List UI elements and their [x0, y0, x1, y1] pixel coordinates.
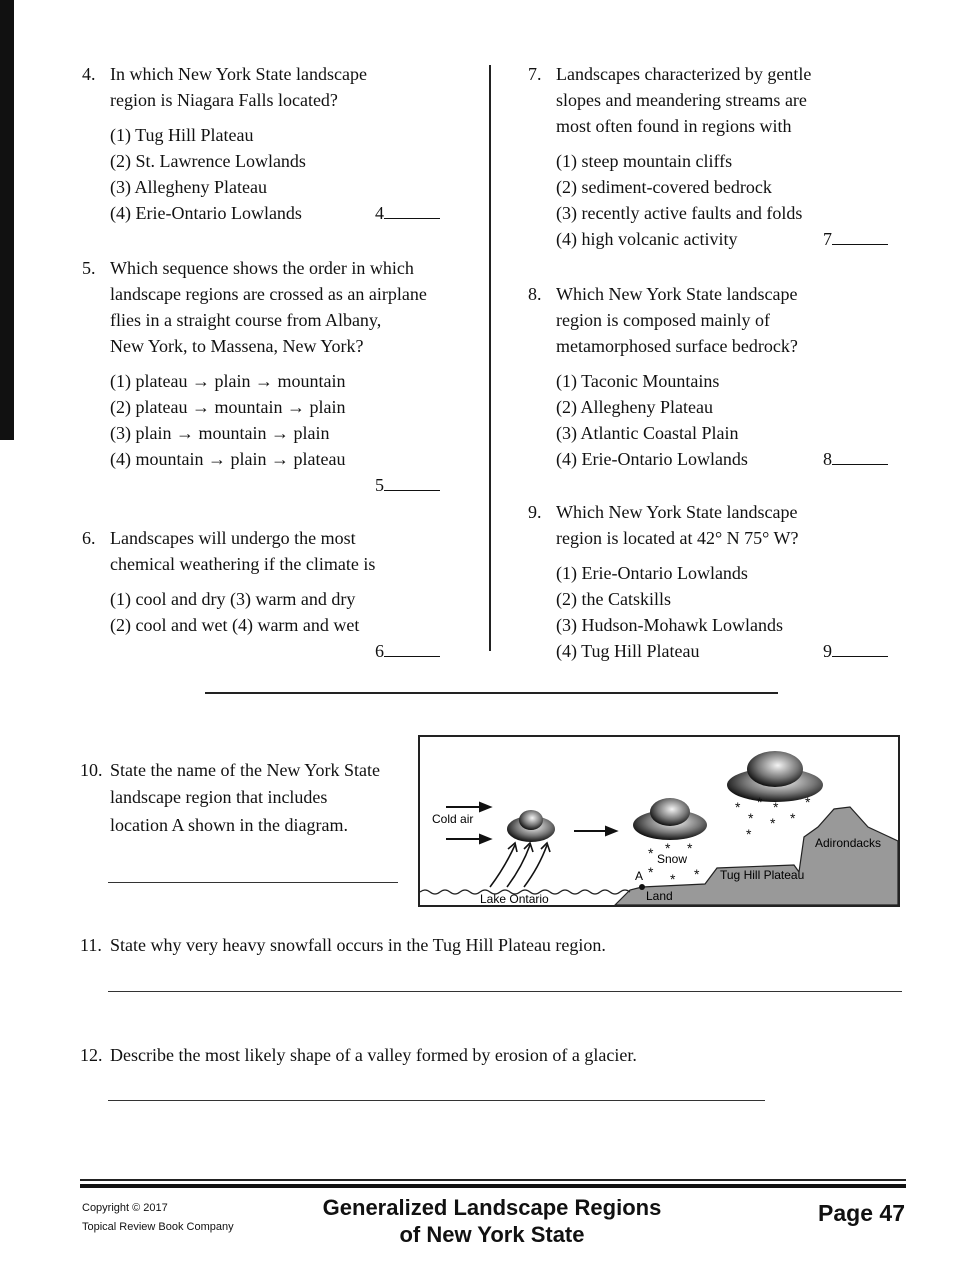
- answer-choice[interactable]: (2) sediment-covered bedrock: [556, 177, 772, 197]
- question-text: Describe the most likely shape of a valley formed by erosion of a glacier.: [110, 1045, 637, 1065]
- answer-blank-number: 9: [823, 641, 832, 661]
- question-text: State why very heavy snowfall occurs in the Tug Hill Plateau region.: [110, 935, 606, 955]
- answer-line-11[interactable]: [108, 991, 902, 992]
- answer-choice[interactable]: (3) Atlantic Coastal Plain: [556, 423, 739, 443]
- answer-blank[interactable]: [823, 638, 888, 664]
- answer-blank-line[interactable]: [832, 446, 888, 465]
- answer-blank[interactable]: [375, 472, 440, 498]
- question-text: landscape region that includes: [110, 787, 328, 807]
- svg-text:*: *: [757, 794, 763, 810]
- question-text: chemical weathering if the climate is: [110, 554, 376, 574]
- answer-choice[interactable]: (3) Allegheny Plateau: [110, 177, 267, 197]
- question-number: 8.: [528, 284, 542, 304]
- answer-blank-line[interactable]: [384, 200, 440, 219]
- question-text: landscape regions are crossed as an airplane: [110, 284, 427, 304]
- question-text: New York, to Massena, New York?: [110, 336, 364, 356]
- question-text: location A shown in the diagram.: [110, 815, 348, 835]
- question-text: region is composed mainly of: [556, 310, 770, 330]
- answer-choice[interactable]: (4) Erie-Ontario Lowlands: [110, 203, 302, 223]
- label-snow: Snow: [657, 852, 688, 866]
- label-land: Land: [646, 889, 673, 903]
- publisher: Topical Review Book Company: [82, 1221, 234, 1233]
- answer-blank[interactable]: [823, 226, 888, 252]
- question-text: Which sequence shows the order in which: [110, 258, 414, 278]
- answer-blank-number: 8: [823, 449, 832, 469]
- svg-text:*: *: [687, 840, 693, 856]
- footer-rule-thick: [80, 1184, 906, 1188]
- question-number: 6.: [82, 528, 96, 548]
- answer-choice[interactable]: (2) St. Lawrence Lowlands: [110, 151, 306, 171]
- question-text: In which New York State landscape: [110, 64, 367, 84]
- svg-text:*: *: [665, 840, 671, 856]
- answer-choice[interactable]: (4) Erie-Ontario Lowlands: [556, 449, 748, 469]
- cloud-medium: [633, 798, 707, 840]
- label-lake-ontario: Lake Ontario: [480, 892, 549, 905]
- answer-choice[interactable]: (1) plateau → plain → mountain: [110, 371, 346, 391]
- question-text: slopes and meandering streams are: [556, 90, 807, 110]
- answer-blank[interactable]: [375, 638, 440, 664]
- question-number: 7.: [528, 64, 542, 84]
- chapter-title-line-1: Generalized Landscape Regions: [322, 1195, 662, 1220]
- answer-blank-line[interactable]: [384, 638, 440, 657]
- answer-choice[interactable]: (4) Tug Hill Plateau: [556, 641, 700, 661]
- section-divider: [205, 692, 778, 694]
- page-number: Page 47: [818, 1200, 905, 1226]
- footer-rule: [80, 1179, 906, 1181]
- answer-blank-number: 6: [375, 641, 384, 661]
- question-number: 9.: [528, 502, 542, 522]
- answer-choice[interactable]: (2) plateau → mountain → plain: [110, 397, 346, 417]
- column-divider: [489, 65, 491, 651]
- answer-line-12[interactable]: [108, 1100, 765, 1101]
- point-a-marker: [639, 884, 645, 890]
- lake-effect-snow-diagram: [418, 735, 900, 907]
- question-number: 11.: [80, 935, 102, 955]
- answer-choice[interactable]: (2) the Catskills: [556, 589, 671, 609]
- answer-choice[interactable]: (1) Erie-Ontario Lowlands: [556, 563, 748, 583]
- question-number: 4.: [82, 64, 96, 84]
- label-tug-hill-plateau: Tug Hill Plateau: [720, 868, 805, 882]
- question-text: metamorphosed surface bedrock?: [556, 336, 798, 356]
- answer-choice[interactable]: (3) recently active faults and folds: [556, 203, 803, 223]
- answer-choice[interactable]: (1) cool and dry (3) warm and dry: [110, 589, 356, 609]
- question-text: State the name of the New York State: [110, 760, 380, 780]
- answer-choice[interactable]: (1) Taconic Mountains: [556, 371, 720, 391]
- svg-text:*: *: [773, 799, 779, 815]
- svg-text:*: *: [746, 826, 752, 842]
- rising-air-arrows: [490, 843, 550, 887]
- question-text: region is Niagara Falls located?: [110, 90, 338, 110]
- svg-text:*: *: [748, 810, 754, 826]
- question-text: region is located at 42° N 75° W?: [556, 528, 799, 548]
- answer-choice[interactable]: (4) mountain → plain → plateau: [110, 449, 346, 469]
- answer-choice[interactable]: (3) plain → mountain → plain: [110, 423, 330, 443]
- copyright: Copyright © 2017: [82, 1202, 168, 1214]
- label-adirondacks: Adirondacks: [815, 836, 882, 850]
- answer-choice[interactable]: (4) high volcanic activity: [556, 229, 738, 249]
- question-number: 10.: [80, 760, 103, 780]
- chapter-title-line-2: of New York State: [399, 1222, 585, 1247]
- answer-blank[interactable]: [823, 446, 888, 472]
- answer-choice[interactable]: (1) Tug Hill Plateau: [110, 125, 254, 145]
- question-text: Landscapes will undergo the most: [110, 528, 356, 548]
- answer-blank-line[interactable]: [832, 226, 888, 245]
- answer-blank-line[interactable]: [384, 472, 440, 491]
- answer-choice[interactable]: (3) Hudson-Mohawk Lowlands: [556, 615, 783, 635]
- svg-text:*: *: [805, 794, 811, 810]
- question-text: Landscapes characterized by gentle: [556, 64, 812, 84]
- question-text: most often found in regions with: [556, 116, 792, 136]
- question-number: 12.: [80, 1045, 103, 1065]
- scan-edge: [0, 0, 14, 440]
- svg-text:*: *: [770, 815, 776, 831]
- svg-text:*: *: [648, 845, 654, 861]
- svg-text:*: *: [790, 810, 796, 826]
- svg-text:*: *: [735, 799, 741, 815]
- svg-text:*: *: [694, 866, 700, 882]
- label-cold-air: Cold air: [432, 812, 474, 826]
- question-text: Which New York State landscape: [556, 502, 798, 522]
- question-text: flies in a straight course from Albany,: [110, 310, 382, 330]
- question-number: 5.: [82, 258, 96, 278]
- answer-choice[interactable]: (1) steep mountain cliffs: [556, 151, 733, 171]
- answer-choice[interactable]: (2) cool and wet (4) warm and wet: [110, 615, 360, 635]
- question-text: Which New York State landscape: [556, 284, 798, 304]
- label-point-a: A: [635, 869, 644, 883]
- answer-choice[interactable]: (2) Allegheny Plateau: [556, 397, 713, 417]
- answer-blank[interactable]: [375, 200, 440, 226]
- answer-blank-number: 5: [375, 475, 384, 495]
- cloud-small: [507, 810, 555, 842]
- answer-blank-number: 7: [823, 229, 832, 249]
- answer-blank-number: 4: [375, 203, 384, 223]
- svg-text:*: *: [670, 871, 676, 887]
- svg-text:*: *: [648, 864, 654, 880]
- answer-line-10[interactable]: [108, 882, 398, 883]
- answer-blank-line[interactable]: [832, 638, 888, 657]
